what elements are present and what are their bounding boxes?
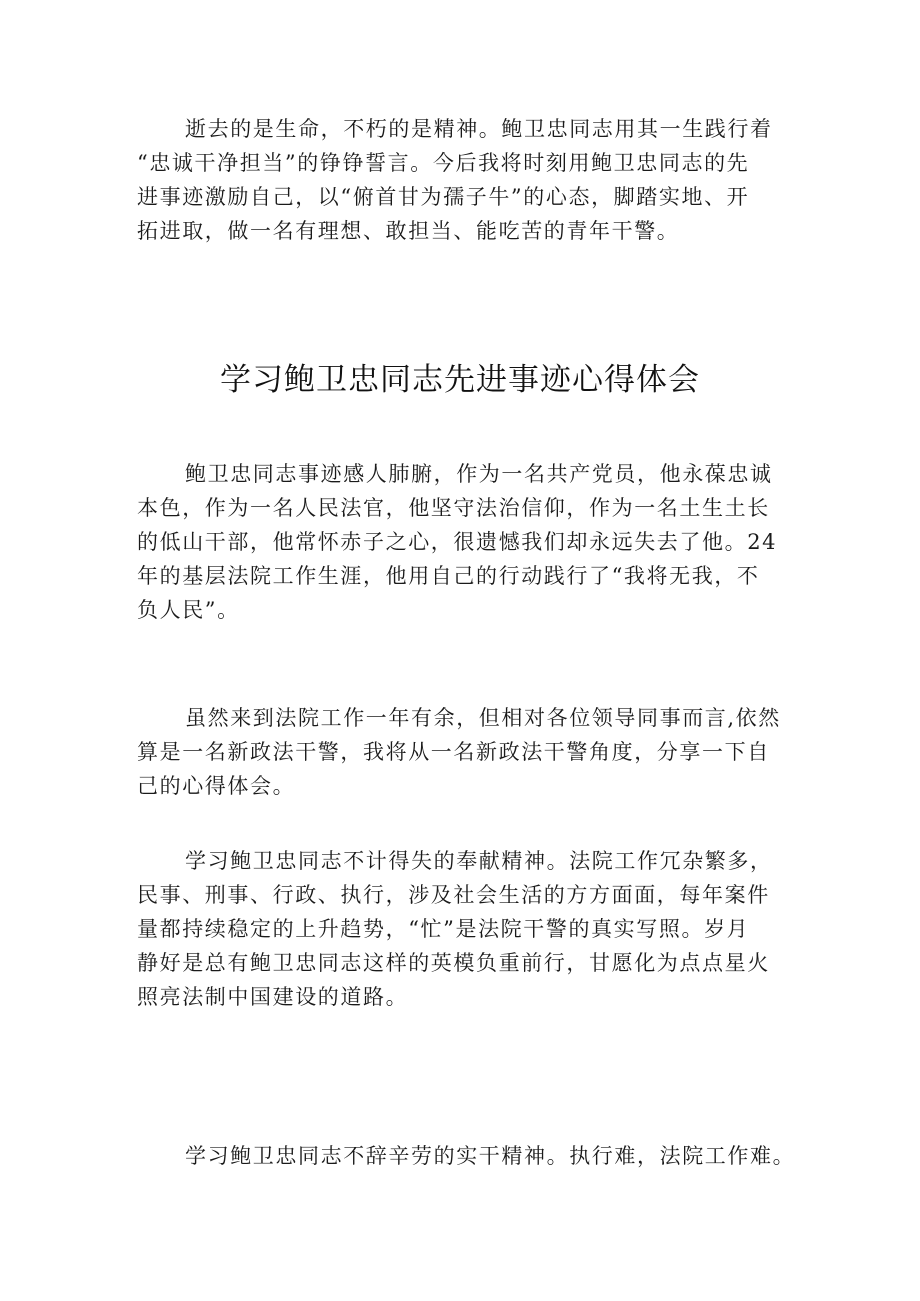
paragraph-1 [137,457,797,627]
text-line: 拓进取，做一名有理想、敢担当、能吃苦的青年干警。 [137,219,680,243]
text-line: 本色，作为一名人民法官，他坚守法治信仰，作为一名土生土长 [137,496,770,520]
text-line: 进事迹激励自己，以“俯首甘为孺子牛”的心态，脚踏实地、开 [137,185,750,209]
article-title: 学习鲍卫忠同志先进事迹心得体会 [220,362,700,398]
text-line: 学习鲍卫忠同志不计得失的奉献精神。法院工作冗杂繁多， [185,849,773,873]
paragraph-4 [137,1139,797,1173]
intro-paragraph [137,112,797,248]
text-line: 鲍卫忠同志事迹感人肺腑，作为一名共产党员，他永葆忠诚 [185,462,773,486]
text-line: 虽然来到法院工作一年有余，但相对各位领导同事而言,依然 [185,706,781,730]
text-line: 己的心得体会。 [137,774,296,798]
text-line: 学习鲍卫忠同志不辞辛劳的实干精神。执行难，法院工作难。 [185,1144,796,1168]
text-line: 静好是总有鲍卫忠同志这样的英模负重前行，甘愿化为点点星火 [137,951,770,975]
text-line: 逝去的是生命，不朽的是精神。鲍卫忠同志用其一生践行着 [185,117,773,141]
text-line: 算是一名新政法干警，我将从一名新政法干警角度，分享一下自 [137,740,770,764]
text-line: 负人民”。 [137,598,240,622]
text-line: 民事、刑事、行政、执行，涉及社会生活的方方面面，每年案件 [137,883,770,907]
text-line: 照亮法制中国建设的道路。 [137,985,409,1009]
text-line: 年的基层法院工作生涯，他用自己的行动践行了“我将无我，不 [137,564,760,588]
paragraph-2 [137,701,797,803]
text-line: 的低山干部，他常怀赤子之心，很遗憾我们却永远失去了他。24 [137,530,778,554]
text-line: 量都持续稳定的上升趋势，“忙”是法院干警的真实写照。岁月 [137,917,750,941]
text-line: “忠诚干净担当”的铮铮誓言。今后我将时刻用鲍卫忠同志的先 [137,151,750,175]
paragraph-3 [137,844,797,1014]
